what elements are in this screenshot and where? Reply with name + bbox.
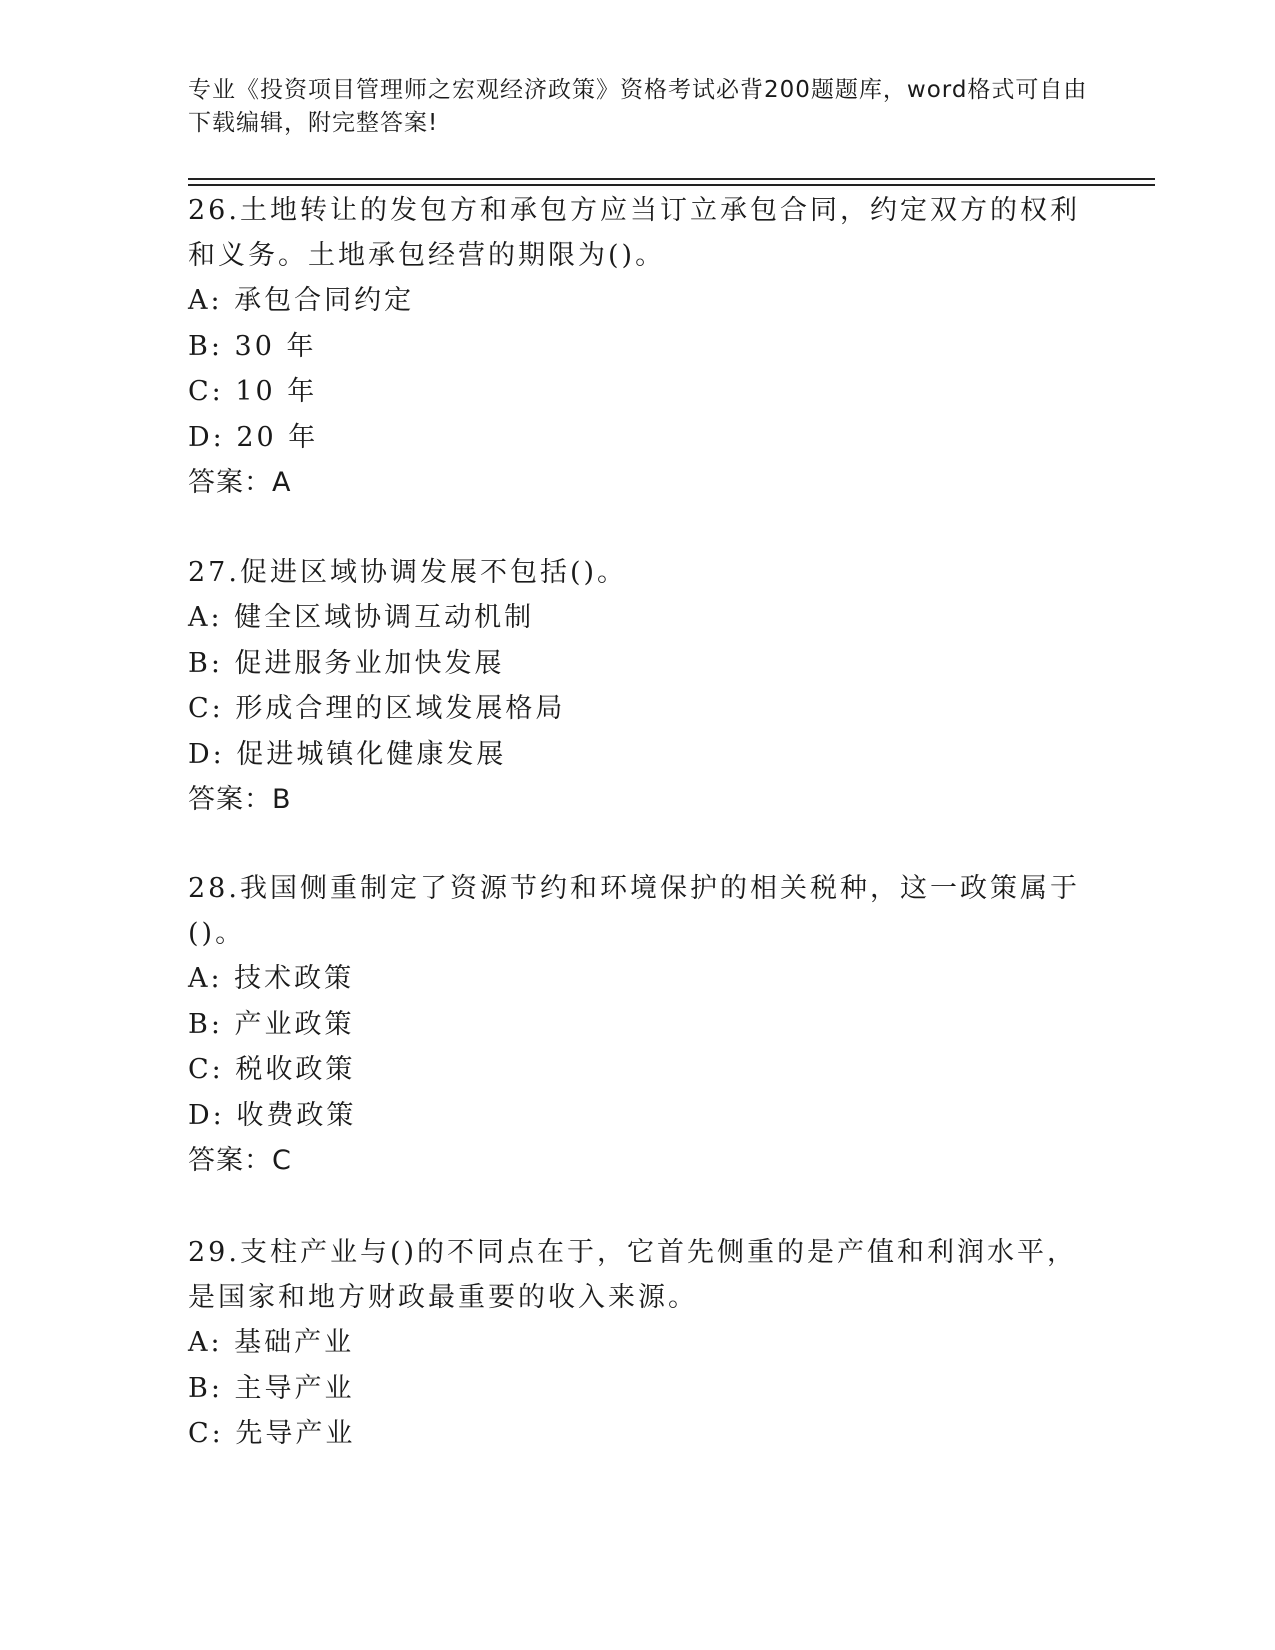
question-stem: 27.促进区域协调发展不包括()。 (188, 557, 628, 588)
answer-line: 答案：C (188, 1145, 292, 1176)
option-d: D: 20 年 (188, 421, 319, 453)
question-26 (188, 188, 1088, 505)
question-29 (188, 1230, 1088, 1457)
option-a: A: 健全区域协调互动机制 (188, 602, 535, 633)
option-c: C: 形成合理的区域发展格局 (188, 693, 566, 724)
answer-line: 答案：B (188, 784, 292, 815)
header-divider-top (188, 178, 1155, 180)
option-d: D: 收费政策 (188, 1099, 357, 1131)
option-a: A: 承包合同约定 (188, 285, 415, 316)
option-c: C: 先导产业 (188, 1418, 356, 1449)
header-divider-bottom (188, 184, 1155, 186)
option-b: B: 促进服务业加快发展 (188, 647, 505, 679)
option-c: C: 税收政策 (188, 1054, 356, 1085)
document-header: 专业《投资项目管理师之宏观经济政策》资格考试必背200题题库，word格式可自由下载编辑，附完整答案! (188, 77, 1088, 136)
option-c: C: 10 年 (188, 376, 318, 407)
option-b: B: 产业政策 (188, 1008, 355, 1040)
option-b: B: 主导产业 (188, 1372, 355, 1404)
option-a: A: 技术政策 (188, 963, 355, 994)
option-d: D: 促进城镇化健康发展 (188, 738, 507, 770)
option-b: B: 30 年 (188, 330, 317, 362)
question-stem: 28.我国侧重制定了资源节约和环境保护的相关税种，这一政策属于()。 (188, 873, 1080, 949)
question-27 (188, 550, 1088, 822)
question-28 (188, 866, 1088, 1183)
question-stem: 26.土地转让的发包方和承包方应当订立承包合同，约定双方的权利和义务。土地承包经营的期限为()。 (188, 195, 1080, 271)
answer-line: 答案：A (188, 467, 292, 498)
question-stem: 29.支柱产业与()的不同点在于，它首先侧重的是产值和利润水平，是国家和地方财政最重要的收入来源。 (188, 1237, 1078, 1313)
option-a: A: 基础产业 (188, 1327, 355, 1358)
